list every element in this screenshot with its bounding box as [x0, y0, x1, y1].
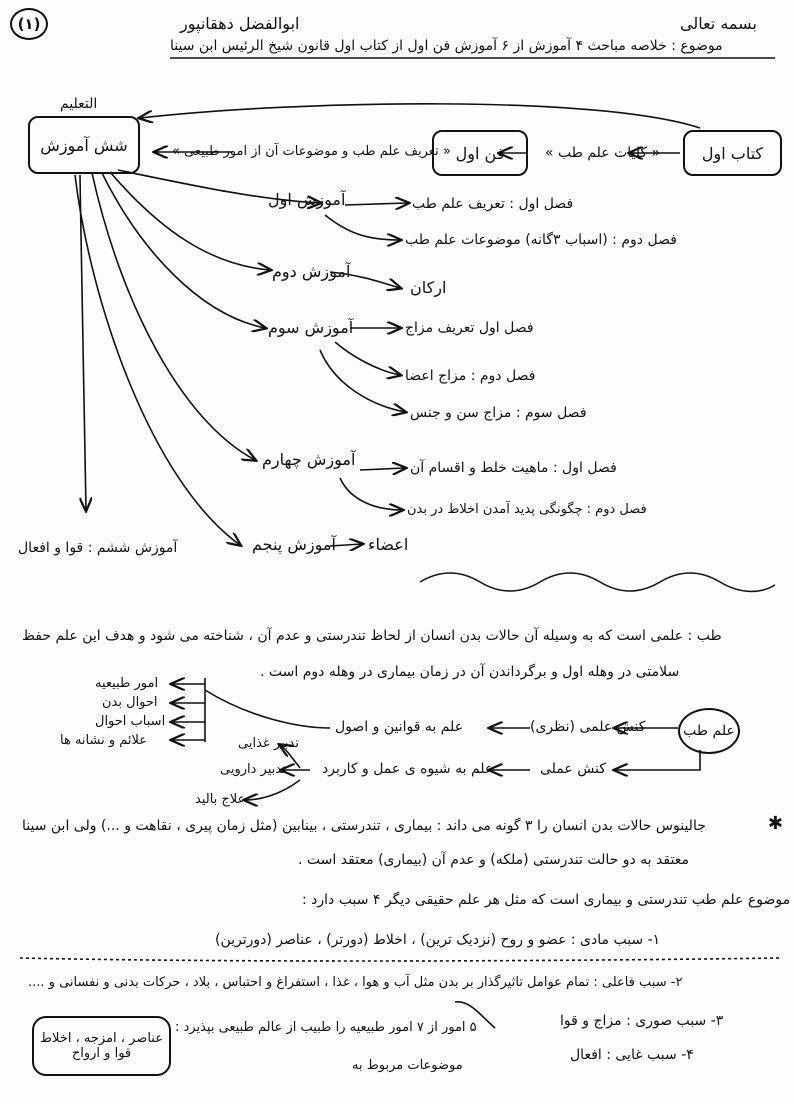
shivehaye-amal: علم به شیوه ی عمل و کاربرد: [322, 761, 494, 777]
definition-line1: طب : علمی است که به وسیله آن حالات بدن انسان از لحاظ تندرستی و عدم آن ، شناخته می شود و هدف این علم حفظ: [22, 628, 722, 644]
amuzesh6-label: آموزش ششم : قوا و افعال: [18, 540, 178, 556]
amuzesh3-label: آموزش سوم: [268, 318, 354, 337]
tadbir-taghzie: تدبیر غذایی: [238, 736, 299, 751]
sabab-3: ۳- سبب صوری : مزاج و قوا: [560, 1013, 724, 1029]
author-name: ابوالفضل دهقانپور: [180, 14, 300, 33]
galen-line1: جالینوس حالات بدن انسان را ۳ گونه می داند : بیماری ، تندرستی ، بینابین (مثل زمان پیری ، نقاهت و ...) ولی ابن سینا: [22, 818, 706, 834]
tadbir-daruyi: تدبیر دارویی: [220, 762, 286, 777]
shesh-amuzesh-box: [28, 116, 140, 174]
galen-line2: معتقد به دو حالت تندرستی (ملکه) و عدم آن (بیماری) معتقد است .: [298, 852, 689, 868]
a1-fasl2: فصل دوم : (اسباب ۳گانه) موضوعات علم طب: [405, 232, 677, 248]
a3-fasl2: فصل دوم : مزاج اعضا: [405, 368, 536, 384]
list-umur-tabiiye: امور طبیعیه: [95, 676, 159, 691]
svg-text:✱: ✱: [767, 813, 783, 834]
a1-fasl1: فصل اول : تعریف علم طب: [412, 196, 574, 212]
talim-label: التعلیم: [60, 96, 98, 112]
boxed-note-line2: قوا و ارواح: [71, 1046, 132, 1061]
umur-note: ۵ امور از ۷ امور طبیعیه را طبیب از عالم طبیعی بپذیرد :: [175, 1020, 477, 1035]
a5-azaa: اعضاء: [368, 535, 409, 554]
basmala: بسمه تعالی: [680, 14, 757, 33]
boxed-note-line1: عناصر ، امزجه ، اخلاط: [40, 1031, 163, 1046]
sabab-2: ۲- سبب فاعلی : تمام عوامل تاثیرگذار بر بدن مثل آب و هوا ، غذا ، استفراغ و احتباس ، بلاد ، حرکات بدنی و نفسانی و ....: [28, 975, 683, 990]
qawanin: علم به قوانین و اصول: [335, 719, 464, 735]
a3-fasl1: فصل اول تعریف مزاج: [405, 320, 534, 336]
mawzuat-label: موضوعات مربوط به: [352, 1058, 463, 1073]
list-ahwal-badan: احوال بدن: [102, 695, 158, 710]
a3-fasl3: فصل سوم : مزاج سن و جنس: [410, 405, 587, 421]
definition-line2: سلامتی در وهله اول و برگرداندن آن در زمان بیماری در وهله دوم است .: [260, 664, 680, 680]
a2-arkan: ارکان: [410, 278, 447, 297]
amuzesh5-label: آموزش پنجم: [252, 535, 336, 554]
mawzu-line: موضوع علم طب تندرستی و بیماری است که مثل هر علم حقیقی دیگر ۴ سبب دارد :: [302, 892, 791, 908]
ilm-tib-oval: [678, 708, 740, 754]
ilm-tib-label: علم طب: [683, 723, 735, 739]
sabab-1: ۱- سبب مادی : عضو و روح (نزدیک ترین) ، اخلاط (دورتر) ، عناصر (دورترین): [215, 932, 661, 948]
kitab-label: کتاب اول: [701, 143, 764, 163]
a4-fasl2: فصل دوم : چگونگی پدید آمدن اخلاط در بدن: [407, 502, 647, 517]
kunesh-ilmi: کنش علمی (نظری): [530, 719, 646, 735]
elaj-yadawi: علاج بالید: [195, 792, 246, 807]
fan-label: فن اول: [455, 143, 505, 163]
list-alaem: علائم و نشانه ها: [60, 733, 148, 748]
amuzesh1-label: آموزش اول: [268, 190, 346, 209]
boxed-note: [32, 1016, 171, 1076]
kitab-box: [683, 130, 782, 176]
topic-line: موضوع : خلاصه مباحث ۴ آموزش از ۶ آموزش فن اول از کتاب اول قانون شیخ الرئیس ابن سینا: [170, 38, 723, 54]
amuzesh4-label: آموزش چهارم: [262, 450, 356, 469]
shesh-amuzesh-label: شش آموزش: [40, 135, 128, 155]
kunesh-amali: کنش عملی: [540, 761, 606, 777]
a4-fasl1: فصل اول : ماهیت خلط و اقسام آن: [410, 460, 617, 476]
page-number-text: (۱): [17, 15, 41, 33]
fan-note: « تعریف علم طب و موضوعات آن از امور طبیعی »: [172, 144, 451, 159]
list-asbab-ahwal: اسباب احوال: [95, 714, 166, 729]
amuzesh2-label: آموزش دوم: [272, 262, 351, 281]
kitab-note: « کلیات علم طب »: [545, 145, 661, 161]
page-number: [10, 8, 48, 40]
sabab-4: ۴- سبب غایی : افعال: [570, 1047, 694, 1063]
